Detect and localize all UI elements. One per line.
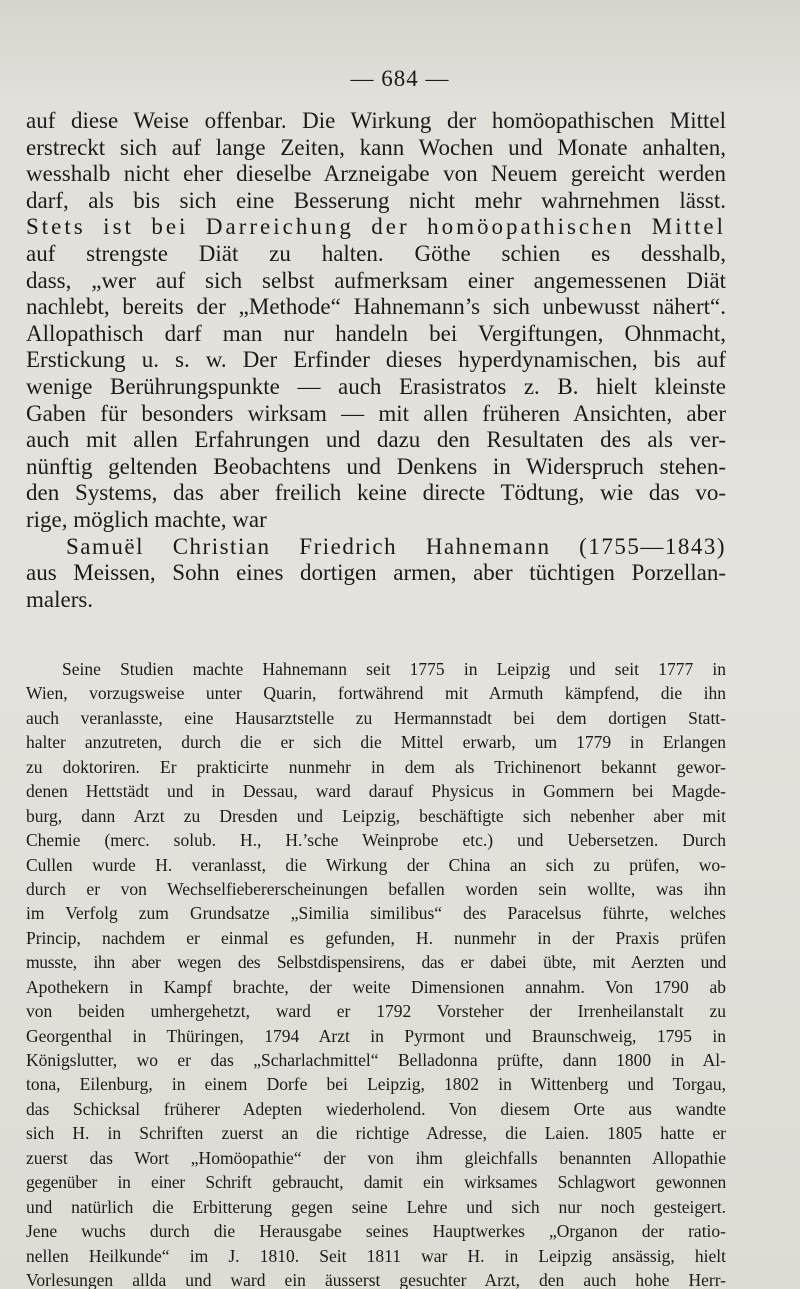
footnote-line: sich H. in Schriften zuerst an die richtige Adresse, die Laien. 1805 hatte er	[26, 1123, 726, 1144]
footnote-line: Königslutter, wo er das „Scharlachmittel“ Belladonna prüfte, dann 1800 in Al-	[26, 1050, 726, 1070]
footnote-line: Jene wuchs durch die Herausgabe seines Hauptwerkes „Organon der ratio-	[26, 1221, 726, 1242]
footnote-line: burg, dann Arzt zu Dresden und Leipzig, beschäftigte sich nebenher aber mit	[26, 805, 726, 826]
text-line: den Systems, das aber freilich keine directe Tödtung, wie das vo-	[26, 480, 726, 506]
footnote-text	[26, 657, 726, 1289]
footnote-line: das Schicksal früherer Adepten wiederholend. Von diesem Orte aus wandte	[26, 1098, 726, 1119]
footnote-line: Georgenthal in Thüringen, 1794 Arzt in Pyrmont und Braunschweig, 1795 in	[26, 1025, 726, 1046]
text-line: rige, möglich machte, war	[26, 506, 267, 532]
text-line: wesshalb nicht eher dieselbe Arzneigabe von Neuem gereicht werden	[26, 161, 726, 187]
footnote-line: Vorlesungen allda und ward ein äusserst gesuchter Arzt, den auch hohe Herr-	[26, 1269, 726, 1289]
footnote-line: im Verfolg zum Grundsatze „Similia similibus“ des Paracelsus führte, welches	[26, 903, 726, 924]
text-line: nachlebt, bereits der „Methode“ Hahnemann’s sich unbewusst nähert“.	[26, 294, 726, 320]
footnote-line: zuerst das Wort „Homöopathie“ der von ihm gleichfalls benannten Allopathie	[26, 1147, 726, 1168]
text-line: Allopathisch darf man nur handeln bei Vergiftungen, Ohnmacht,	[26, 320, 726, 346]
footnote-line: denen Hettstädt und in Dessau, ward darauf Physicus in Gommern bei Magde-	[26, 781, 726, 802]
text-line: auf strengste Diät zu halten. Göthe schien es desshalb,	[26, 240, 726, 266]
footnote-line: halter anzutreten, durch die er sich die Mittel erwarb, um 1779 in Erlangen	[26, 732, 726, 753]
footnote-line: tona, Eilenburg, in einem Dorfe bei Leipzig, 1802 in Wittenberg und Torgau,	[26, 1074, 726, 1095]
text-line: auf diese Weise offenbar. Die Wirkung der homöopathischen Mittel	[26, 108, 726, 133]
footnote-line: zu doktoriren. Er prakticirte nunmehr in dem als Trichinenort bekannt gewor-	[26, 756, 726, 777]
text-line: erstreckt sich auf lange Zeiten, kann Wochen und Monate anhalten,	[26, 134, 726, 160]
footnote-line: Cullen wurde H. veranlasst, die Wirkung der China an sich zu prüfen, wo-	[26, 854, 726, 875]
footnote-line: musste, ihn aber wegen des Selbstdispensirens, das er dabei übte, mit Aerzten und	[26, 952, 726, 973]
text-line: nünftig geltenden Beobachtens und Denkens in Widerspruch stehen-	[26, 453, 726, 479]
footnote-line: Wien, vorzugsweise unter Quarin, fortwährend mit Armuth kämpfend, die ihn	[26, 683, 726, 704]
footnote-line: von beiden umhergehetzt, ward er 1792 Vorsteher der Irrenheilanstalt zu	[26, 1001, 726, 1022]
text-line: Gaben für besonders wirksam — mit allen früheren Ansichten, aber	[26, 400, 726, 426]
footnote-line: nellen Heilkunde“ im J. 1810. Seit 1811 war H. in Leipzig ansässig, hielt	[26, 1245, 726, 1266]
main-text	[26, 108, 726, 613]
text-line: aus Meissen, Sohn eines dortigen armen, aber tüchtigen Porzellan-	[26, 560, 726, 586]
text-line: dass, „wer auf sich selbst aufmerksam einer angemessenen Diät	[26, 267, 726, 293]
text-line: malers.	[26, 586, 94, 612]
page-number: — 684 —	[350, 66, 450, 91]
footnote-line: Seine Studien machte Hahnemann seit 1775 in Leipzig und seit 1777 in	[62, 659, 726, 679]
text-line: auch mit allen Erfahrungen und dazu den Resultaten des als ver-	[26, 427, 726, 453]
footnote-line: auch veranlasste, eine Hausarztstelle zu Hermannstadt bei dem dortigen Statt-	[26, 707, 726, 728]
text-line: darf, als bis sich eine Besserung nicht mehr wahrnehmen lässt.	[26, 187, 726, 213]
footnote-line: und natürlich die Erbitterung gegen seine Lehre und sich nur noch gesteigert.	[26, 1196, 726, 1217]
text-line: Stets ist bei Darreichung der homöopathischen Mittel	[26, 214, 726, 240]
footnote-line: Chemie (merc. solub. H., H.’sche Weinprobe etc.) und Uebersetzen. Durch	[26, 830, 726, 851]
footnote-line: gegenüber in einer Schrift gebraucht, damit ein wirksames Schlagwort gewonnen	[26, 1172, 726, 1193]
footnote-line: durch er von Wechselfiebererscheinungen befallen worden sein wollte, was ihn	[26, 878, 726, 899]
text-line: wenige Berührungspunkte — auch Erasistratos z. B. hielt kleinste	[26, 373, 726, 399]
person-heading: Samuël Christian Friedrich Hahnemann (1755—1843)	[66, 533, 726, 559]
footnote-line: Princip, nachdem er einmal es gefunden, H. nunmehr in der Praxis prüfen	[26, 927, 726, 948]
footnote-line: Apothekern in Kampf brachte, der weite Dimensionen annahm. Von 1790 ab	[26, 976, 726, 997]
text-line: Erstickung u. s. w. Der Erfinder dieses hyperdynamischen, bis auf	[26, 347, 726, 373]
